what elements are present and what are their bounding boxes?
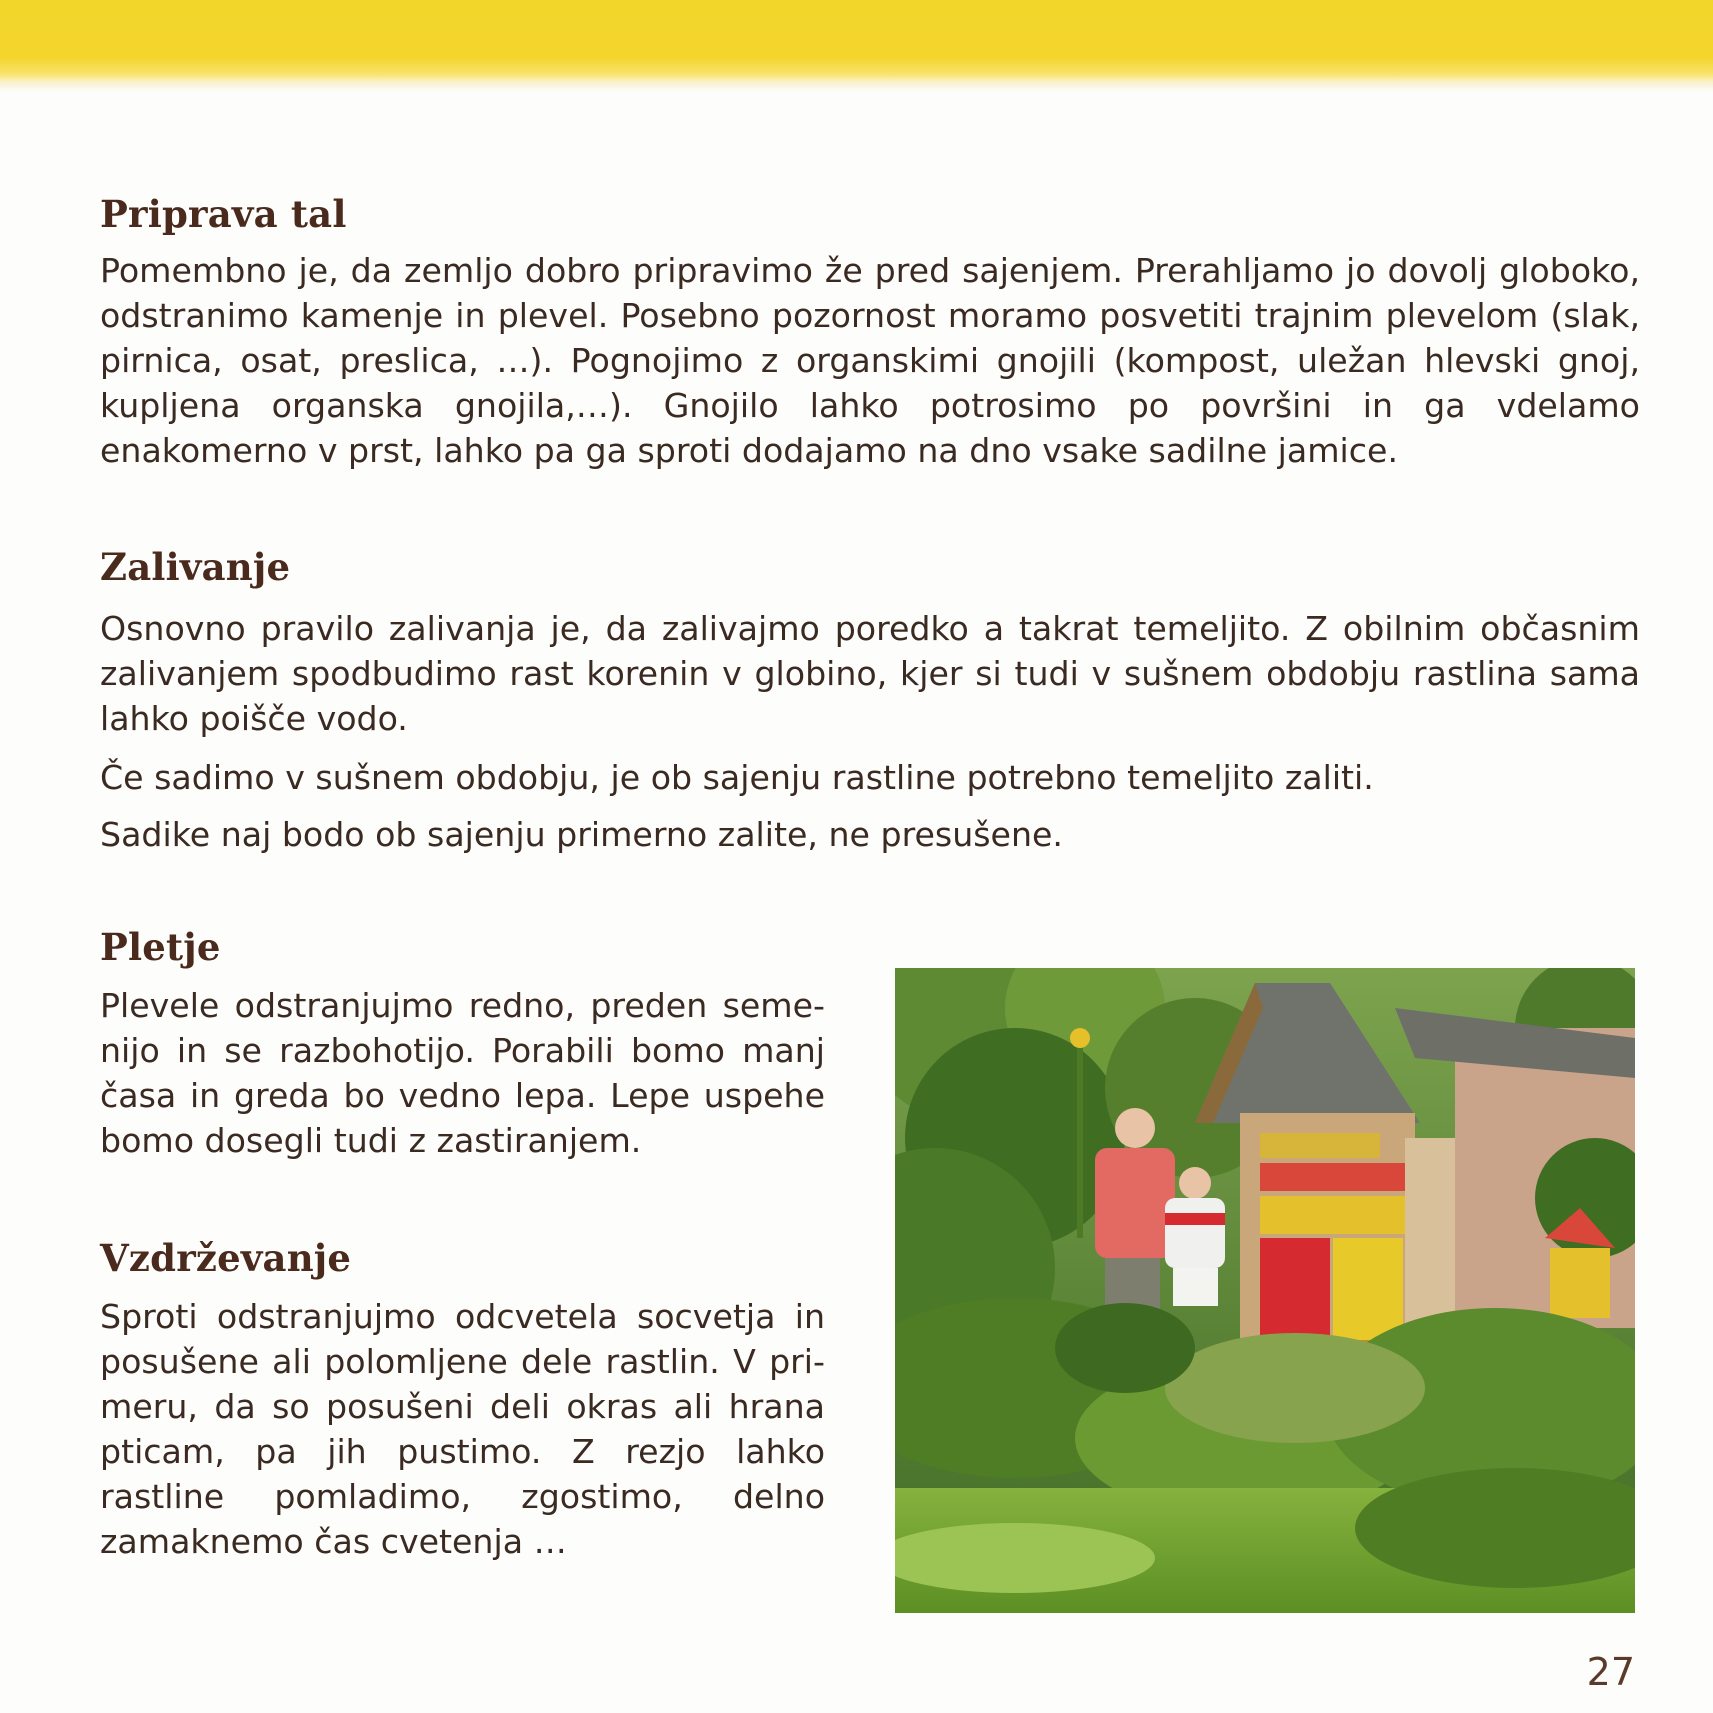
section-text-priprava-tal: Pomembno je, da zemljo dobro pripravimo že pred sajenjem. Prerahljamo jo dovolj globoko, odstranimo kamenje in plevel. Posebno pozornost moramo posvetiti trajnim plevelom (slak, pirnica, osat, preslica, …). Pognojimo z organskimi gnojili (kompost, uležan hlevski gnoj, kupljena organska gnojila,…). Gnojilo lahko potrosimo po površini in ga vdelamo enakomerno v prst, lahko pa ga sproti dodajamo na dno vsake sadilne jamice. xyxy=(100,251,1640,470)
garden-beehive-photo xyxy=(895,968,1635,1613)
section-text-pletje: Plevele odstranjujmo redno, preden seme- nijo in se razbohotijo. Porabili bomo manj časa in greda bo vedno lepa. Lepe uspehe bomo dosegli tudi z zastiranjem. xyxy=(100,986,825,1160)
section-heading-priprava-tal: Priprava tal xyxy=(100,192,347,236)
section-text-zalivanje-3: Sadike naj bodo ob sajenju primerno zalite, ne presušene. xyxy=(100,815,1063,854)
section-heading-pletje: Pletje xyxy=(100,925,221,969)
header-color-band xyxy=(0,0,1713,82)
section-heading-zalivanje: Zalivanje xyxy=(100,545,291,589)
section-text-zalivanje: Osnovno pravilo zalivanja je, da zalivajmo poredko a takrat temeljito. Z obilnim občasnim zalivanjem spodbudimo rast korenin v globino, kjer si tudi v sušnem obdobju rastlina sama lahko poišče vodo. xyxy=(100,609,1640,738)
section-heading-vzdrzevanje: Vzdrževanje xyxy=(100,1236,352,1280)
page-number: 27 xyxy=(1586,1650,1635,1694)
section-text-zalivanje-2: Če sadimo v sušnem obdobju, je ob sajenju rastline potrebno temeljito zaliti. xyxy=(100,758,1374,797)
section-text-vzdrzevanje: Sproti odstranjujmo odcvetela socvetja in posušene ali polomljene dele rastlin. V pri- meru, da so posušeni deli okras ali hrana pticam, pa jih pustimo. Z rezjo lahko rastline pomladimo, zgostimo, delno zamaknemo čas cvetenja … xyxy=(100,1297,825,1561)
